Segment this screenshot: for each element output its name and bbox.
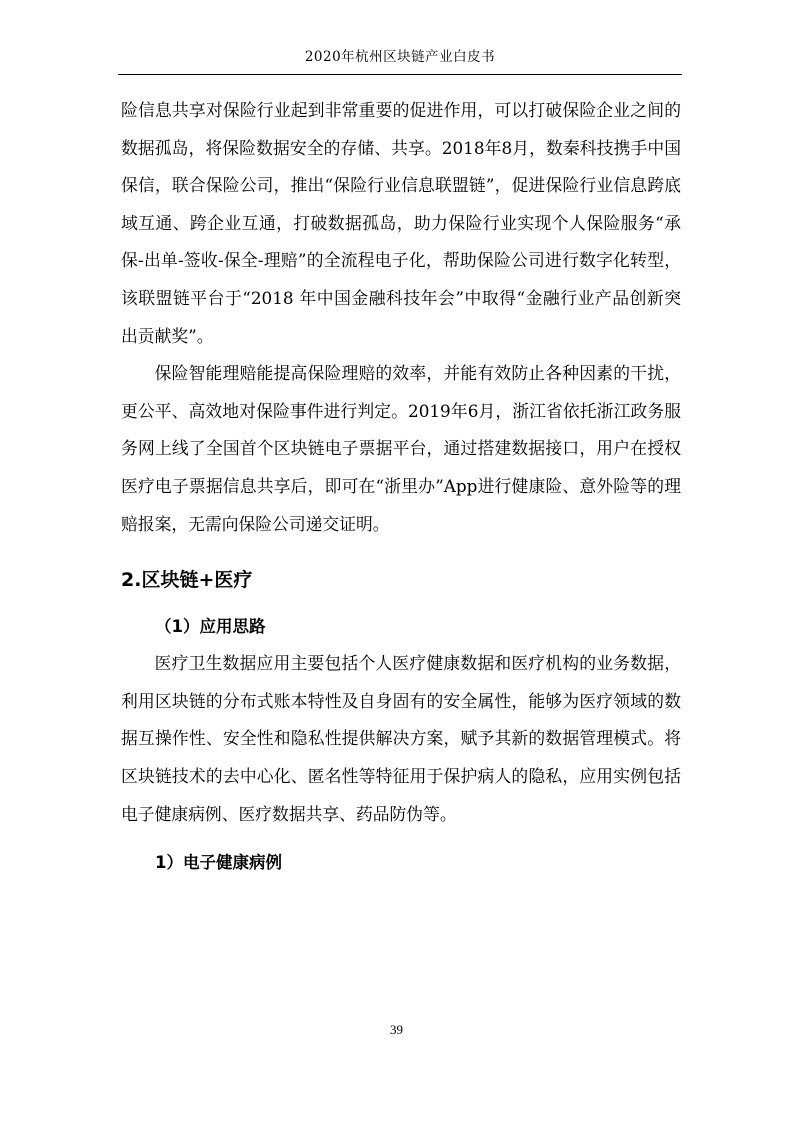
page-number: 39 xyxy=(390,1022,403,1037)
subsection-heading: （1）应用思路 xyxy=(155,617,266,637)
body-paragraph-1: 险信息共享对保险行业起到非常重要的促进作用，可以打破保险企业之间的数据孤岛，将保险数据安全的存储、共享。2018年8月，数秦科技携手中国保信，联合保险公司，推出“保险行业信息联盟链”，促进保险行业信息跨底域互通、跨企业互通，打破数据孤岛，助力保险行业实现个人保险服务“承保-出单-签收-保全-理赔”的全流程电子化，帮助保险公司进行数字化转型，该联盟链平台于“2018 年中国金融科技年会”中取得“金融行业产品创新突出贡献奖”。 xyxy=(121,100,681,346)
running-header xyxy=(118,40,682,75)
subsubsection-heading: 1）电子健康病例 xyxy=(155,853,282,873)
page-content xyxy=(121,92,681,875)
body-paragraph-3: 医疗卫生数据应用主要包括个人医疗健康数据和医疗机构的业务数据，利用区块链的分布式账本特性及自身固有的安全属性，能够为医疗领域的数据互操作性、安全性和隐私性提供解决方案，赋予其新的数据管理模式。将区块链技术的去中心化、匿名性等特征用于保护病人的隐私，应用实例包括电子健康病例、医疗数据共享、药品防伪等。 xyxy=(121,653,681,824)
body-paragraph-2: 保险智能理赔能提高保险理赔的效率，并能有效防止各种因素的干扰，更公平、高效地对保险事件进行判定。2019年6月，浙江省依托浙江政务服务网上线了全国首个区块链电子票据平台，通过搭建数据接口，用户在授权医疗电子票据信息共享后，即可在“浙里办”App进行健康险、意外险等的理赔报案，无需向保险公司递交证明。 xyxy=(121,363,681,534)
section-heading: 2.区块链+医疗 xyxy=(121,569,253,592)
header-title: 2020年杭州区块链产业白皮书 xyxy=(304,49,496,65)
